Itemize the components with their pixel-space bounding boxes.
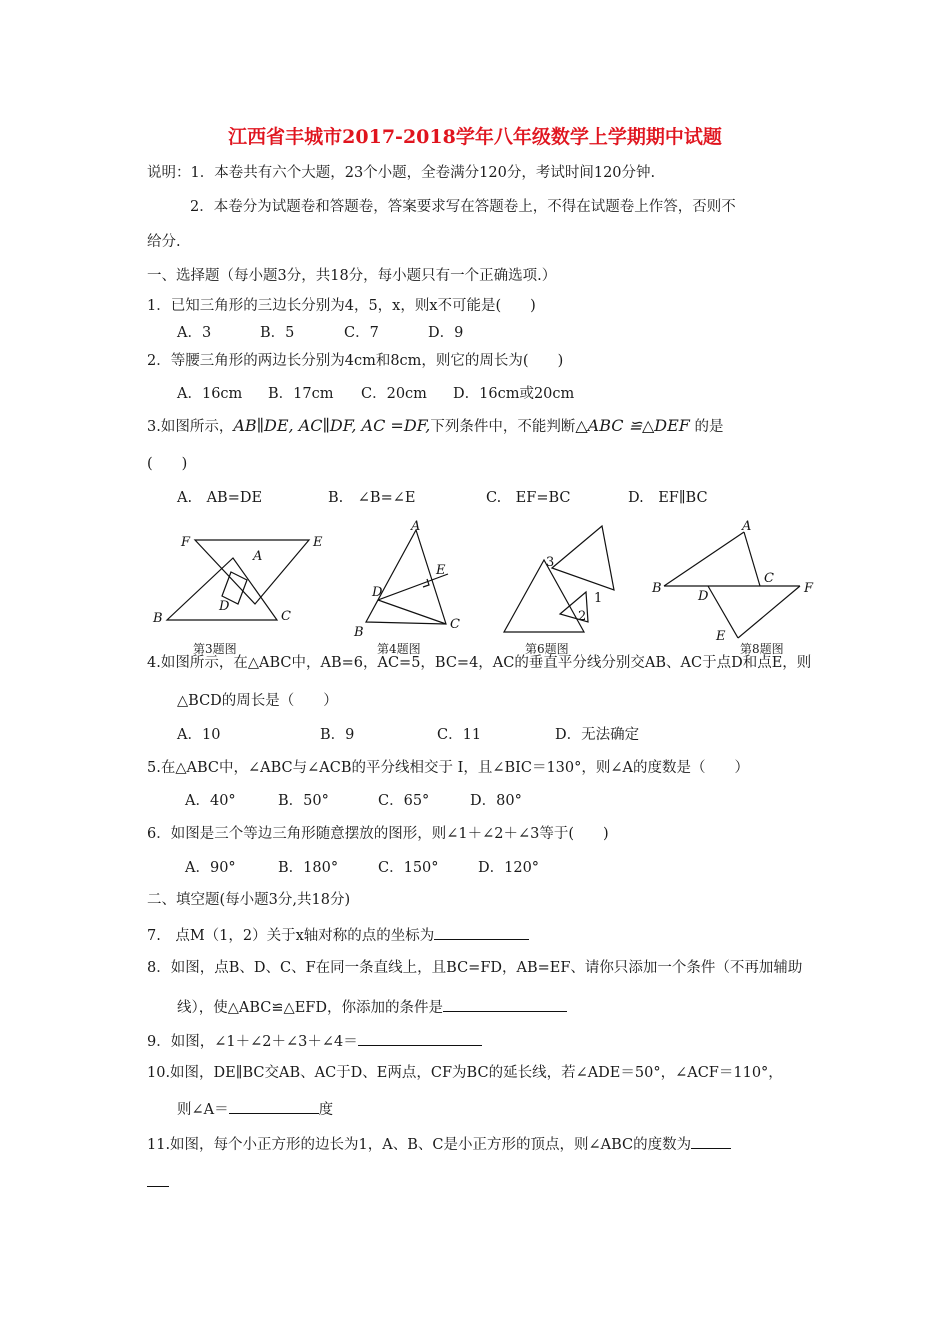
figure-q3 <box>147 524 337 634</box>
q6-option-b: B．180° <box>278 860 339 876</box>
f3-label-d: D <box>219 599 230 614</box>
q3-stem-pre: 3.如图所示， <box>147 419 234 435</box>
q3-paren: ( ) <box>147 456 188 472</box>
f6-label-1: 1 <box>594 591 603 606</box>
q8-text: 线），使△ABC≌△EFD，你添加的条件是 <box>177 1000 443 1016</box>
q11-answer-blank[interactable] <box>691 1133 731 1149</box>
f8-label-e: E <box>716 629 726 640</box>
f8-label-c: C <box>764 571 774 586</box>
f6-label-2: 2 <box>578 609 587 624</box>
q3-formula-2: △ABC ≌△DEF <box>575 416 690 435</box>
f3-label-e: E <box>313 535 323 550</box>
q4-option-b: B．9 <box>320 727 355 743</box>
q8-stem-cont <box>177 996 567 1018</box>
f3-label-a: A <box>253 549 263 564</box>
f6-label-3: 3 <box>546 555 555 570</box>
q7-stem <box>147 924 529 946</box>
f8-label-f: F <box>804 581 814 596</box>
q10-stem: 10.如图，DE∥BC交AB、AC于D、E两点，CF为BC的延长线，若∠ADE＝50°，∠ACF＝110°， <box>147 1065 783 1081</box>
f8-label-d: D <box>698 589 709 604</box>
q11-answer-blank-cont[interactable] <box>147 1186 169 1187</box>
q4-option-a: A．10 <box>177 727 221 743</box>
q1-option-c: C．7 <box>344 325 379 341</box>
q3-option-c: C. EF=BC <box>486 490 571 506</box>
q2-option-c: C．20cm <box>361 386 427 402</box>
q6-stem: 6．如图是三个等边三角形随意摆放的图形，则∠1＋∠2＋∠3等于( ) <box>147 826 609 842</box>
q5-option-b: B．50° <box>278 793 329 809</box>
q10-stem-cont <box>177 1098 333 1120</box>
q2-option-a: A．16cm <box>177 386 243 402</box>
note-2-cont: 给分. <box>147 234 181 250</box>
q3-option-a: A. AB=DE <box>177 490 263 506</box>
q3-formula: AB∥DE, AC∥DF, AC =DF, <box>233 416 431 435</box>
figure-q8 <box>650 520 820 640</box>
f3-label-c: C <box>281 609 291 624</box>
q6-option-d: D．120° <box>478 860 540 876</box>
q7-text: 7. 点M（1，2）关于x轴对称的点的坐标为 <box>147 928 435 944</box>
q10-answer-blank[interactable] <box>229 1098 319 1114</box>
q5-stem: 5.在△ABC中，∠ABC与∠ACB的平分线相交于 I，且∠BIC＝130°，则∠A的度数是（ ） <box>147 760 749 776</box>
q3-option-b: B. ∠B=∠E <box>328 490 416 506</box>
q6-option-a: A．90° <box>185 860 236 876</box>
q3-option-d: D. EF∥BC <box>628 490 708 506</box>
figure-q3-caption: 第3题图 <box>193 642 237 656</box>
figure-q6 <box>496 520 636 636</box>
q4-option-c: C．11 <box>437 727 482 743</box>
q2-option-b: B．17cm <box>268 386 334 402</box>
figure-q4-diagram <box>350 518 470 640</box>
figure-q8-caption: 第8题图 <box>740 642 784 656</box>
q3-stem-mid: 下列条件中，不能判断 <box>430 419 576 435</box>
f4-label-c: C <box>450 617 460 632</box>
q4-stem-cont: △BCD的周长是（ ） <box>177 693 338 709</box>
q5-option-c: C．65° <box>378 793 430 809</box>
q1-option-b: B．5 <box>260 325 295 341</box>
q4-stem: 4.如图所示，在△ABC中，AB=6，AC=5，BC=4，AC的垂直平分线分别交AB、AC于点D和点E，则 <box>147 655 812 671</box>
f8-label-b: B <box>652 581 662 596</box>
f3-label-f: F <box>181 535 191 550</box>
q11-stem <box>147 1133 731 1155</box>
q7-answer-blank[interactable] <box>434 924 529 940</box>
q4-option-d: D．无法确定 <box>555 727 640 743</box>
f3-label-b: B <box>153 611 163 626</box>
q5-option-d: D．80° <box>470 793 522 809</box>
q6-option-c: C．150° <box>378 860 439 876</box>
q3-stem-post: 的是 <box>694 419 724 435</box>
q3-stem <box>147 416 724 437</box>
figure-q6-diagram <box>496 520 636 636</box>
q5-option-a: A．40° <box>185 793 236 809</box>
page-title: 江西省丰城市2017-2018学年八年级数学上学期期中试题 <box>228 126 722 148</box>
note-2: 2．本卷分为试题卷和答题卷，答案要求写在答题卷上，不得在试题卷上作答，否则不 <box>190 199 736 215</box>
q2-stem: 2．等腰三角形的两边长分别为4cm和8cm，则它的周长为( ) <box>147 353 564 369</box>
q8-answer-blank[interactable] <box>443 996 567 1012</box>
note-1: 说明：1．本卷共有六个大题，23个小题，全卷满分120分，考试时间120分钟. <box>147 165 656 181</box>
figure-q3-diagram <box>147 524 337 634</box>
figure-q4 <box>350 518 470 640</box>
f4-label-e: E <box>436 563 446 578</box>
q1-stem: 1．已知三角形的三边长分别为4，5，x，则x不可能是( ) <box>147 298 536 314</box>
q10-unit: 度 <box>318 1102 334 1118</box>
q9-stem <box>147 1030 482 1052</box>
q1-option-a: A．3 <box>177 325 212 341</box>
q8-stem: 8．如图，点B、D、C、F在同一条直线上，且BC=FD，AB=EF、请你只添加一个条件（不再加辅助 <box>147 960 803 976</box>
q11-text: 11.如图，每个小正方形的边长为1，A、B、C是小正方形的顶点，则∠ABC的度数为 <box>147 1137 692 1153</box>
q1-option-d: D．9 <box>428 325 464 341</box>
q2-option-d: D．16cm或20cm <box>453 386 575 402</box>
f8-label-a: A <box>742 520 752 534</box>
q9-text: 9．如图，∠1＋∠2＋∠3＋∠4＝ <box>147 1034 358 1050</box>
f4-label-d: D <box>372 585 383 600</box>
figure-q8-diagram <box>650 520 820 640</box>
q9-answer-blank[interactable] <box>358 1030 482 1046</box>
section-fill-heading: 二、填空题(每小题3分,共18分) <box>147 892 351 908</box>
figure-q4-caption: 第4题图 <box>377 642 421 656</box>
f4-label-b: B <box>354 625 364 640</box>
figure-q6-caption: 第6题图 <box>525 642 569 656</box>
f4-label-a: A <box>411 519 421 534</box>
section-choice-heading: 一、选择题（每小题3分，共18分，每小题只有一个正确选项.） <box>147 268 557 284</box>
q10-text: 则∠A＝ <box>177 1102 229 1118</box>
